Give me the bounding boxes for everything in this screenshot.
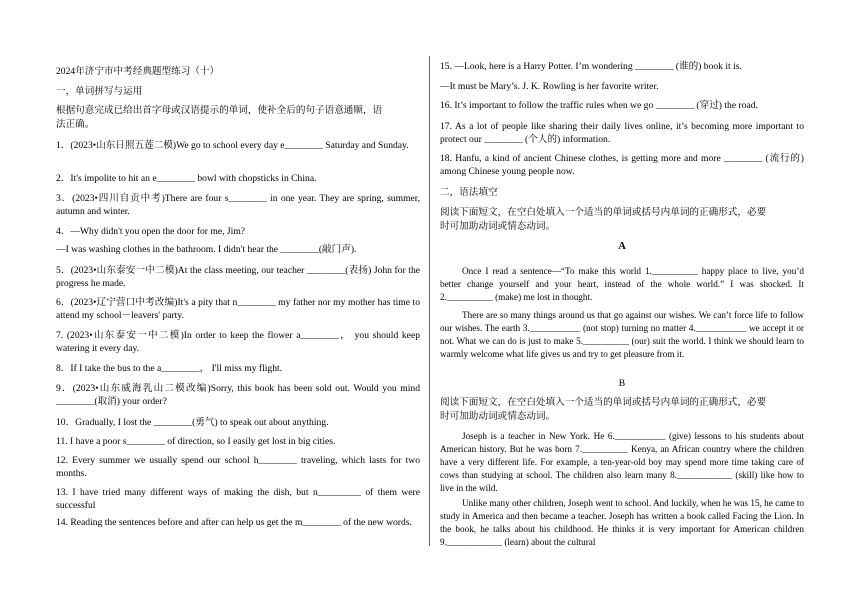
question-8: 8．If I take the bus to the a________， I'll miss my flight.	[56, 363, 283, 374]
passage-b-title: B	[618, 378, 626, 389]
worksheet-title: 2024年济宁市中考经典题型练习（十）	[56, 66, 220, 77]
passage-a-title: A	[618, 241, 626, 252]
question-6: 6．(2023•辽宁营口中考改编)It's a pity that n________ my father nor my mother has time to attend my school－leavers' party.	[56, 297, 420, 321]
question-12: 12. Every summer we usually spend our school h________ traveling, which lasts for two months.	[56, 455, 420, 479]
question-1: 1．(2023•山东日照五莲二模)We go to school every day e________ Saturday and Sunday.	[56, 140, 409, 151]
passage-a-paragraph-1: Once I read a sentence—“To make this world 1.__________ happy place to live, you’d better change yourself and your heart, instead of the whole world.” I was shocked. It 2.__________ (make) me lost in thought.	[440, 266, 804, 302]
question-2: 2．It's impolite to hit an e________ bowl with chopsticks in China.	[56, 173, 317, 184]
section1-instructions-line1: 根据句意完成已给出首字母或汉语提示的单词，使补全后的句子语意通顺，语	[56, 105, 383, 116]
passage-a-instructions-line2: 时可加助动词或情态动词。	[440, 221, 556, 232]
passage-b-paragraph-1: Joseph is a teacher in New York. He 6.___________ (give) lessons to his students about American history. But he was born 7.__________ Kenya, an African country where the children have a very different life. For example, a ten-year-old boy may spend more time taking care of cows than studying at school. The children also learn many 8.____________ (skill) like how to live in the wild.	[440, 431, 804, 493]
question-16: 16. It’s important to follow the traffic rules when we go ________ (穿过) the road.	[440, 100, 758, 111]
question-3: 3．(2023•四川自贡中考)There are four s________ in one year. They are spring, summer, autumn and winter.	[56, 193, 420, 217]
passage-a-paragraph-2: There are so many things around us that go against our wishes. We can’t force life to follow our wishes. The earth 3.___________ (not stop) turning no matter 4.___________ we accept it or not. What we can do is just to make 5.__________ (our) suit the world. I think we should learn to warmly welcome what life gives us and try to get pleasure from it.	[440, 310, 804, 359]
section2-heading: 二，语法填空	[440, 187, 498, 198]
question-15-answer: —It must be Mary’s. J. K. Rowling is her favorite writer.	[440, 81, 659, 92]
question-13: 13. I have tried many different ways of making the dish, but n_________ of them were successful	[56, 487, 420, 511]
question-15-prompt: 15. —Look, here is a Harry Potter. I’m wondering ________ (谁的) book it is.	[440, 61, 742, 72]
column-divider	[429, 56, 430, 546]
passage-b-instructions-line1: 阅读下面短文，在空白处填入一个适当的单词或括号内单词的正确形式，必要	[440, 397, 767, 408]
passage-b-instructions-line2: 时可加助动词或情态动词。	[440, 411, 556, 422]
section1-instructions-line2: 法正确。	[56, 119, 95, 130]
question-5: 5．(2023•山东泰安一中二模)At the class meeting, our teacher ________(表扬) John for the progress he made.	[56, 265, 420, 289]
section1-heading: 一，单词拼写与运用	[56, 86, 143, 97]
question-11: 11. I have a poor s________ of direction, so I easily get lost in big cities.	[56, 436, 336, 447]
question-7: 7. (2023•山东泰安一中二模)In order to keep the flower a________， you should keep watering it every day.	[56, 330, 420, 354]
question-4-prompt: 4．—Why didn't you open the door for me, Jim?	[56, 226, 246, 237]
passage-a-instructions-line1: 阅读下面短文，在空白处填入一个适当的单词或括号内单词的正确形式，必要	[440, 207, 767, 218]
question-17: 17. As a lot of people like sharing their daily lives online, it’s becoming more important to protect our ________ (个人的) information.	[440, 121, 804, 145]
passage-b-paragraph-2: Unlike many other children, Joseph went to school. And luckily, when he was 15, he came to study in America and then became a teacher. Joseph has written a book called Facing the Lion. In the book, he talks about his childhood. He thinks it is very important for American children 9.____________ (learn) about the cultural	[440, 498, 804, 547]
question-14: 14. Reading the sentences before and after can help us get the m________ of the new words.	[56, 517, 412, 528]
question-4-answer: —I was washing clothes in the bathroom. I didn't hear the ________(敲门声).	[56, 244, 357, 255]
question-10: 10．Gradually, I lost the ________(勇气) to speak out about anything.	[56, 417, 329, 428]
question-9: 9．(2023•山东威海乳山二模改编)Sorry, this book has been sold out. Would you mind ________(取消) your order?	[56, 383, 420, 407]
question-18: 18. Hanfu, a kind of ancient Chinese clothes, is getting more and more ________ (流行的) among Chinese young people now.	[440, 153, 804, 177]
